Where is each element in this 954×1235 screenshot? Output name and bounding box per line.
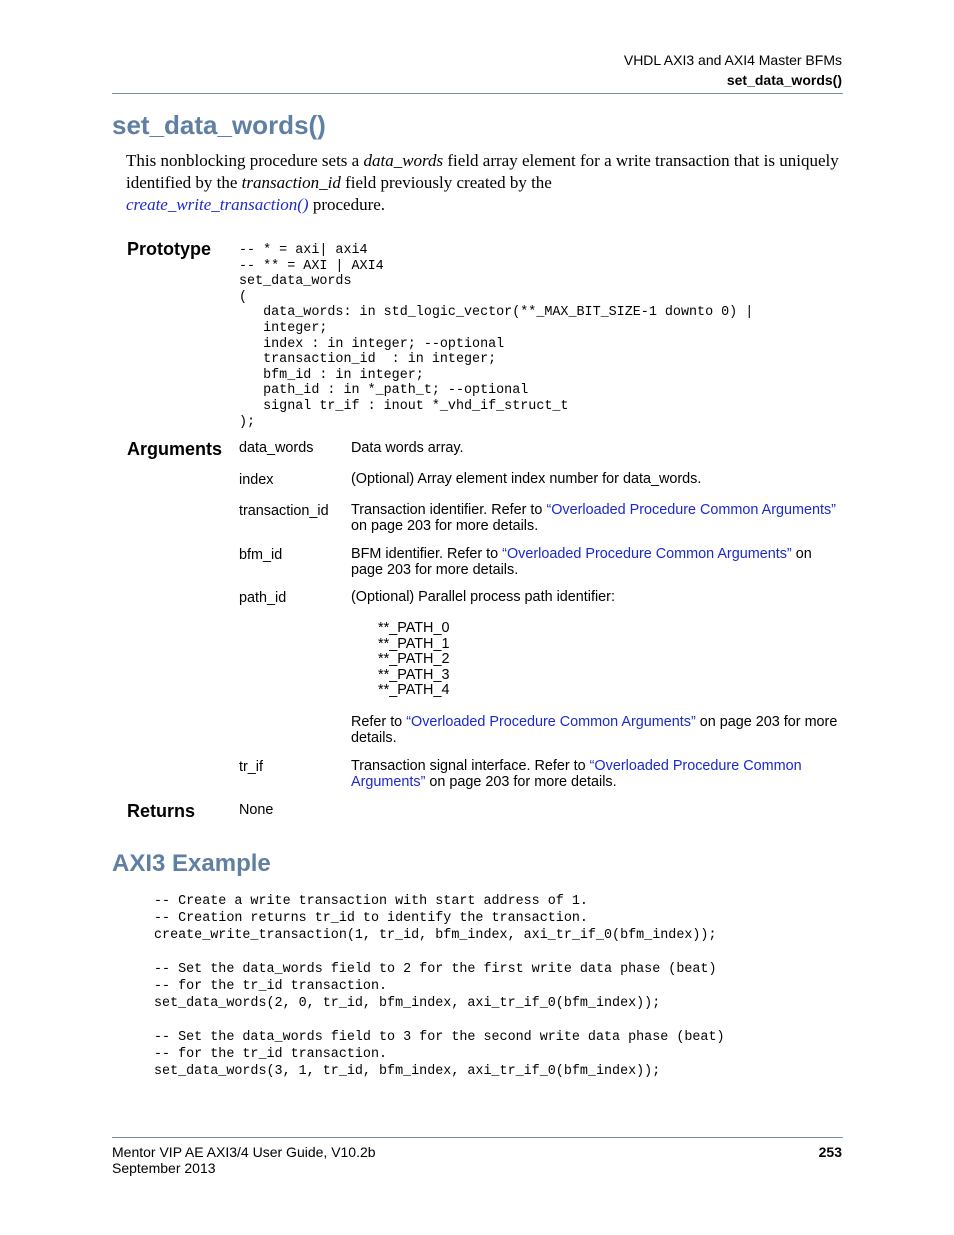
arg-name-path-id: path_id — [239, 590, 287, 606]
arg-desc-bfm-id — [351, 547, 843, 578]
path-value: **_PATH_3 — [378, 666, 450, 683]
returns-label: Returns — [127, 801, 196, 821]
returns-value: None — [239, 802, 274, 818]
arg-desc-path-id: (Optional) Parallel process path identifier: — [351, 589, 615, 605]
arg-desc-text: Transaction identifier. Refer to — [351, 502, 547, 518]
arg-name-tr-if: tr_if — [239, 759, 263, 775]
running-header-chapter: VHDL AXI3 and AXI4 Master BFMs — [623, 52, 842, 68]
intro-text-1: This nonblocking procedure sets a — [126, 151, 364, 170]
intro-term-data-words: data_words — [363, 151, 444, 170]
path-id-values — [378, 621, 449, 699]
path-value: **_PATH_1 — [378, 635, 450, 652]
path-value: **_PATH_4 — [378, 682, 450, 699]
create-write-transaction-link[interactable]: create_write_transaction() — [126, 195, 309, 214]
page-title: set_data_words() — [112, 110, 326, 140]
arg-desc-text: on page 203 for more details. — [351, 546, 812, 578]
path-value: **_PATH_2 — [378, 651, 450, 668]
arg-name-index: index — [239, 472, 274, 488]
arg-name-bfm-id: bfm_id — [239, 547, 283, 563]
arg-desc-index: (Optional) Array element index number for data_words. — [351, 471, 702, 487]
example-heading: AXI3 Example — [112, 850, 271, 877]
arg-desc-text: on page 203 for more details. — [351, 714, 838, 746]
arguments-label: Arguments — [127, 439, 223, 459]
prototype-label: Prototype — [127, 239, 212, 259]
arg-desc-text: BFM identifier. Refer to — [351, 546, 503, 562]
header-rule — [112, 93, 843, 94]
footer-date: September 2013 — [112, 1160, 216, 1176]
footer-rule — [112, 1137, 843, 1138]
arg-desc-data-words: Data words array. — [351, 440, 464, 456]
overloaded-args-link[interactable]: “Overloaded Procedure Common Arguments” — [502, 546, 792, 562]
page-number: 253 — [818, 1144, 842, 1160]
arg-desc-text: Transaction signal interface. Refer to — [351, 758, 590, 774]
arg-desc-transaction-id — [351, 503, 843, 534]
footer-info — [112, 1144, 376, 1176]
example-code: -- Create a write transaction with start address of 1. -- Creation returns tr_id to identify the transaction. create_write_transaction(1, tr_id, bfm_index, axi_tr_if_0(bfm_index)); -- Set the data_words field to 2 for the first write data phase (beat) -- for the tr_id transaction. set_data_words(2, 0, tr_id, bfm_index, axi_tr_if_0(bfm_index)); -- Set the data_words field to 3 for the second write data phase (beat) -- for the tr_id transaction. set_data_words(3, 1, tr_id, bfm_index, axi_tr_if_0(bfm_index)); — [154, 894, 725, 1079]
arg-desc-path-id-refer — [351, 715, 843, 746]
overloaded-args-link[interactable]: “Overloaded Procedure Common Arguments” — [406, 714, 696, 730]
prototype-code: -- * = axi| axi4 -- ** = AXI | AXI4 set_data_words ( data_words: in std_logic_vector(**_MAX_BIT_SIZE-1 downto 0) | integer; index : in integer; --optional transaction_id : in integer; bfm_id : in integer; path_id : in *_path_t; --optional signal tr_if : inout *_vhd_if_struct_t ); — [239, 243, 754, 430]
arg-desc-text: on page 203 for more details. — [425, 773, 617, 790]
footer-guide: Mentor VIP AE AXI3/4 User Guide, V10.2b — [112, 1144, 376, 1160]
arg-desc-text: on page 203 for more details. — [351, 517, 539, 534]
running-header-section: set_data_words() — [726, 72, 842, 88]
arg-desc-text: Refer to — [351, 714, 407, 730]
intro-term-transaction-id: transaction_id — [241, 173, 341, 192]
intro-text-2: field array element for a write transaction that is uniquely identified by the — [126, 151, 839, 192]
path-value: **_PATH_0 — [378, 620, 450, 636]
intro-text-4: procedure. — [308, 195, 386, 214]
overloaded-args-link[interactable]: “Overloaded Procedure Common Arguments” — [351, 758, 802, 790]
overloaded-args-link[interactable]: “Overloaded Procedure Common Arguments” — [546, 502, 836, 518]
arg-desc-tr-if — [351, 759, 843, 790]
intro-paragraph — [126, 150, 842, 216]
arg-name-data-words: data_words — [239, 440, 314, 456]
intro-text-3: field previously created by the — [340, 173, 552, 192]
arg-name-transaction-id: transaction_id — [239, 503, 329, 519]
